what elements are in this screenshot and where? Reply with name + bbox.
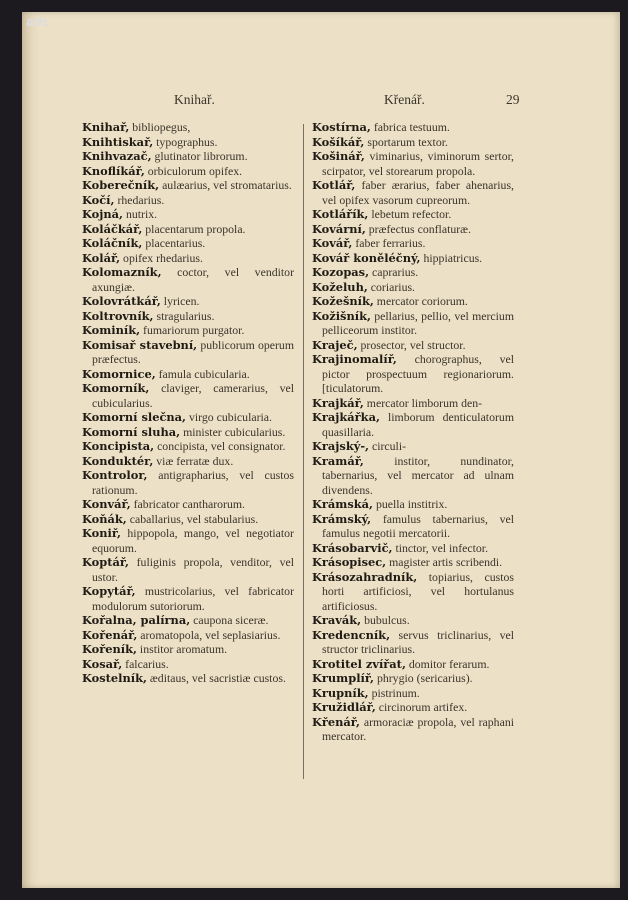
entry-definition: lyricen.	[163, 294, 200, 308]
entry-headword: Konvář,	[82, 497, 131, 511]
dictionary-entry	[312, 294, 514, 309]
entry-headword: Krajkářka,	[312, 410, 380, 424]
dictionary-entry	[82, 512, 294, 527]
entry-definition: antigrapharius, vel custos rationum.	[92, 468, 295, 497]
dictionary-entry	[82, 164, 294, 179]
header-left: Knihař.	[174, 92, 215, 107]
dictionary-entry	[82, 671, 294, 686]
entry-headword: Komorník,	[82, 381, 150, 395]
entry-headword: Koptář,	[82, 555, 129, 569]
entry-definition: viæ ferratæ dux.	[156, 453, 234, 468]
entry-headword: Krajský-,	[312, 439, 370, 453]
entry-headword: Konduktér,	[82, 453, 154, 468]
entry-definition: limborum denticulatorum quasillaria.	[322, 410, 514, 439]
entry-definition: mustricolarius, vel fabricator modulorum sutoriorum.	[92, 584, 294, 613]
dictionary-entry	[82, 628, 294, 643]
entry-headword: Krásobarvič,	[312, 540, 393, 555]
entry-headword: Kotlář,	[312, 178, 356, 192]
dictionary-entry	[82, 222, 294, 237]
entry-definition: prosector, vel structor.	[360, 337, 466, 352]
entry-headword: Knoflíkář,	[82, 163, 145, 178]
dictionary-entry	[82, 120, 294, 135]
entry-headword: Kolovrátkář,	[82, 294, 161, 308]
dictionary-entry	[82, 178, 294, 193]
dictionary-entry	[82, 642, 294, 657]
dictionary-entry	[82, 251, 294, 266]
entry-definition: claviger, camerarius, vel cubicularius.	[92, 381, 294, 410]
dictionary-entry	[312, 265, 514, 280]
dictionary-entry	[82, 265, 294, 294]
dictionary-entry	[312, 700, 514, 715]
entry-definition: bubulcus.	[364, 613, 410, 627]
entry-headword: Kožešník,	[312, 294, 374, 308]
entry-headword: Krajinomalíř,	[312, 352, 397, 366]
dictionary-entry	[82, 193, 294, 208]
entry-definition: coctor, vel venditor axungiæ.	[92, 265, 294, 294]
dictionary-entry	[312, 410, 514, 439]
dictionary-entry	[82, 149, 294, 164]
entry-definition: fumariorum purgator.	[143, 323, 245, 337]
entry-definition: topiarius, custos horti artificiosi, vel hortulanus artificiosus.	[322, 569, 514, 613]
dictionary-entry	[312, 251, 514, 266]
entry-headword: Kotlářík,	[312, 207, 369, 221]
entry-headword: Krotitel zvířat,	[312, 656, 406, 671]
entry-definition: faber ærarius, faber ahenarius, vel opifex vasorum cupreorum.	[322, 178, 514, 207]
entry-definition: puella institrix.	[375, 497, 448, 511]
dictionary-entry	[82, 454, 294, 469]
entry-headword: Kořenář,	[82, 627, 138, 642]
entry-definition: opifex rhedarius.	[123, 250, 203, 265]
dictionary-entry	[82, 613, 294, 628]
entry-definition: rhedarius.	[117, 192, 165, 207]
entry-definition: famula cubicularia.	[158, 366, 250, 381]
page-number: 29	[506, 92, 520, 107]
entry-headword: Košinář,	[312, 149, 365, 163]
dictionary-entry	[312, 439, 514, 454]
entry-definition: institor, nundinator, tabernarius, vel mercator ad ulnam divendens.	[322, 453, 514, 497]
dictionary-entry	[82, 323, 294, 338]
dictionary-entry	[82, 497, 294, 512]
dictionary-entry	[312, 178, 514, 207]
dictionary-entry	[312, 512, 514, 541]
entry-definition: concipista, vel consignator.	[157, 439, 286, 453]
entry-headword: Krajkář,	[312, 395, 364, 410]
dictionary-entry	[82, 207, 294, 222]
entry-definition: coriarius.	[370, 279, 416, 294]
dictionary-entry	[312, 671, 514, 686]
entry-definition: servus triclinarius, vel structor triclinarius.	[322, 627, 514, 656]
entry-definition: domitor ferarum.	[408, 656, 490, 671]
entry-headword: Křenář,	[312, 714, 360, 729]
entry-definition: tinctor, vel infector.	[395, 540, 489, 555]
entry-headword: Koberečník,	[82, 178, 160, 192]
entry-definition: lebetum refector.	[371, 207, 452, 221]
entry-definition: typographus.	[156, 134, 218, 149]
entry-headword: Komorní slečna,	[82, 410, 187, 424]
dictionary-entry	[312, 613, 514, 628]
entry-headword: Kosař,	[82, 656, 123, 671]
dictionary-entry	[312, 222, 514, 237]
dictionary-entry	[82, 338, 294, 367]
entry-definition: placentarius.	[145, 236, 206, 250]
entry-definition: aulæarius, vel stromatarius.	[162, 178, 292, 192]
entry-definition: placentarum propola.	[145, 221, 246, 236]
entry-definition: faber ferrarius.	[355, 236, 426, 250]
entry-definition: pistrinum.	[371, 685, 420, 700]
entry-headword: Koltrovník,	[82, 308, 154, 323]
entry-headword: Kostelník,	[82, 671, 147, 685]
dictionary-entry	[312, 352, 514, 396]
entry-definition: mercator coriorum.	[376, 294, 468, 308]
entry-definition: circuli-	[371, 439, 407, 453]
entry-definition: orbiculorum opifex.	[147, 163, 243, 178]
entry-definition: glutinator librorum.	[154, 149, 248, 163]
entry-headword: Kolomazník,	[82, 265, 162, 279]
dictionary-entry	[82, 410, 294, 425]
entry-headword: Kredencník,	[312, 627, 391, 642]
dictionary-entry	[312, 207, 514, 222]
entry-headword: Kožišník,	[312, 308, 371, 323]
entry-definition: chorographus, vel pictor prospectuum regionariorum. [ticulatorum.	[322, 352, 514, 395]
entry-definition: caballarius, vel stabularius.	[129, 511, 259, 526]
entry-definition: æditaus, vel sacristiæ custos.	[149, 671, 286, 685]
dictionary-entry	[312, 135, 514, 150]
dictionary-entry	[312, 497, 514, 512]
dictionary-entry	[312, 396, 514, 411]
entry-definition: falcarius.	[125, 656, 169, 671]
entry-definition: viminarius, viminorum sertor, scirpator, vel storearum propola.	[322, 149, 515, 178]
entry-headword: Komornice,	[82, 366, 156, 381]
dictionary-entry	[312, 236, 514, 251]
dictionary-entry	[82, 236, 294, 251]
dictionary-entry	[82, 367, 294, 382]
entry-definition: minister cubicularius.	[183, 424, 286, 439]
entry-headword: Krásopisec,	[312, 555, 387, 569]
entry-headword: Kominík,	[82, 323, 141, 337]
entry-headword: Kopytář,	[82, 584, 136, 598]
entry-headword: Knihař,	[82, 120, 130, 134]
entry-headword: Kovář koněléčný,	[312, 250, 421, 265]
entry-headword: Komisař stavební,	[82, 337, 198, 352]
entry-headword: Kramář,	[312, 453, 364, 468]
left-column	[82, 120, 294, 686]
dictionary-entry	[82, 526, 294, 555]
entry-headword: Kozopas,	[312, 265, 370, 279]
dictionary-entry	[82, 657, 294, 672]
entry-headword: Kovář,	[312, 236, 353, 250]
dictionary-entry	[312, 120, 514, 135]
entry-headword: Kružidlář,	[312, 700, 376, 714]
entry-definition: caprarius.	[372, 265, 419, 279]
dictionary-entry	[312, 686, 514, 701]
entry-headword: Košíkář,	[312, 134, 365, 149]
entry-headword: Krámský,	[312, 511, 372, 526]
entry-headword: Kojná,	[82, 207, 123, 221]
dictionary-entry	[312, 628, 514, 657]
entry-definition: sportarum textor.	[367, 134, 448, 149]
entry-headword: Knihtiskař,	[82, 134, 154, 149]
dictionary-entry	[312, 280, 514, 295]
entry-headword: Krásozahradník,	[312, 569, 418, 584]
entry-definition: phrygio (sericarius).	[376, 671, 473, 685]
entry-definition: pellarius, pellio, vel mercium pelliceorum institor.	[322, 308, 514, 337]
entry-definition: nutrix.	[125, 207, 158, 221]
book-page	[22, 12, 620, 888]
entry-headword: Kostírna,	[312, 120, 371, 134]
entry-definition: hippiatricus.	[423, 250, 483, 265]
entry-headword: Koniř,	[82, 526, 121, 540]
entry-definition: stragularius.	[156, 308, 215, 323]
dictionary-entry	[82, 309, 294, 324]
entry-definition: aromatopola, vel seplasiarius.	[140, 627, 281, 642]
entry-headword: Koncipista,	[82, 439, 155, 453]
entry-headword: Kořalna, palírna,	[82, 613, 191, 627]
entry-headword: Koláčník,	[82, 236, 143, 250]
entry-definition: magister artis scribendi.	[389, 555, 503, 569]
dictionary-entry	[82, 468, 294, 497]
entry-definition: præfectus conflaturæ.	[368, 221, 471, 236]
dictionary-entry	[312, 555, 514, 570]
entry-definition: publicorum operum præfectus.	[92, 337, 295, 366]
dictionary-entry	[82, 381, 294, 410]
entry-headword: Knihvazač,	[82, 149, 152, 163]
entry-headword: Komorní sluha,	[82, 424, 181, 439]
entry-headword: Kontrolor,	[82, 468, 148, 482]
entry-headword: Kraječ,	[312, 337, 358, 352]
entry-headword: Kolář,	[82, 250, 121, 265]
entry-headword: Koňák,	[82, 511, 127, 526]
dictionary-entry	[82, 439, 294, 454]
header-right: Křenář.	[384, 92, 425, 107]
dictionary-entry	[82, 135, 294, 150]
right-column	[312, 120, 514, 744]
entry-definition: famulus tabernarius, vel famulus negotii mercatorii.	[322, 511, 515, 540]
dictionary-entry	[312, 338, 514, 353]
dictionary-entry	[82, 294, 294, 309]
dictionary-entry	[82, 584, 294, 613]
entry-definition: institor aromatum.	[139, 642, 228, 656]
dictionary-entry	[312, 454, 514, 498]
entry-definition: fabricator cantharorum.	[133, 497, 245, 511]
column-divider	[303, 124, 304, 779]
entry-definition: hippopola, mango, vel negotiator equorum.	[92, 526, 294, 555]
entry-headword: Koláčkář,	[82, 221, 143, 236]
entry-definition: mercator limborum den-	[366, 395, 483, 410]
entry-headword: Krámská,	[312, 497, 373, 511]
entry-headword: Kravák,	[312, 613, 362, 627]
entry-headword: Krupník,	[312, 685, 369, 700]
dictionary-entry	[82, 555, 294, 584]
corner-mark: a9c	[26, 15, 50, 29]
entry-headword: Kořeník,	[82, 642, 137, 656]
dictionary-entry	[312, 149, 514, 178]
entry-definition: caupona siceræ.	[193, 613, 269, 627]
dictionary-entry	[312, 541, 514, 556]
entry-headword: Kovární,	[312, 221, 366, 236]
entry-definition: bibliopegus,	[132, 120, 191, 134]
entry-definition: armoraciæ propola, vel raphani mercator.	[322, 714, 514, 743]
entry-headword: Koželuh,	[312, 279, 368, 294]
dictionary-entry	[312, 715, 514, 744]
dictionary-entry	[312, 570, 514, 614]
entry-definition: fabrica testuum.	[373, 120, 450, 134]
dictionary-entry	[312, 657, 514, 672]
dictionary-entry	[312, 309, 514, 338]
entry-definition: circinorum artifex.	[378, 700, 468, 714]
entry-headword: Kočí,	[82, 192, 115, 207]
entry-headword: Krumplíř,	[312, 671, 374, 685]
entry-definition: fuliginis propola, venditor, vel ustor.	[92, 555, 294, 584]
dictionary-entry	[82, 425, 294, 440]
entry-definition: virgo cubicularia.	[188, 410, 272, 424]
